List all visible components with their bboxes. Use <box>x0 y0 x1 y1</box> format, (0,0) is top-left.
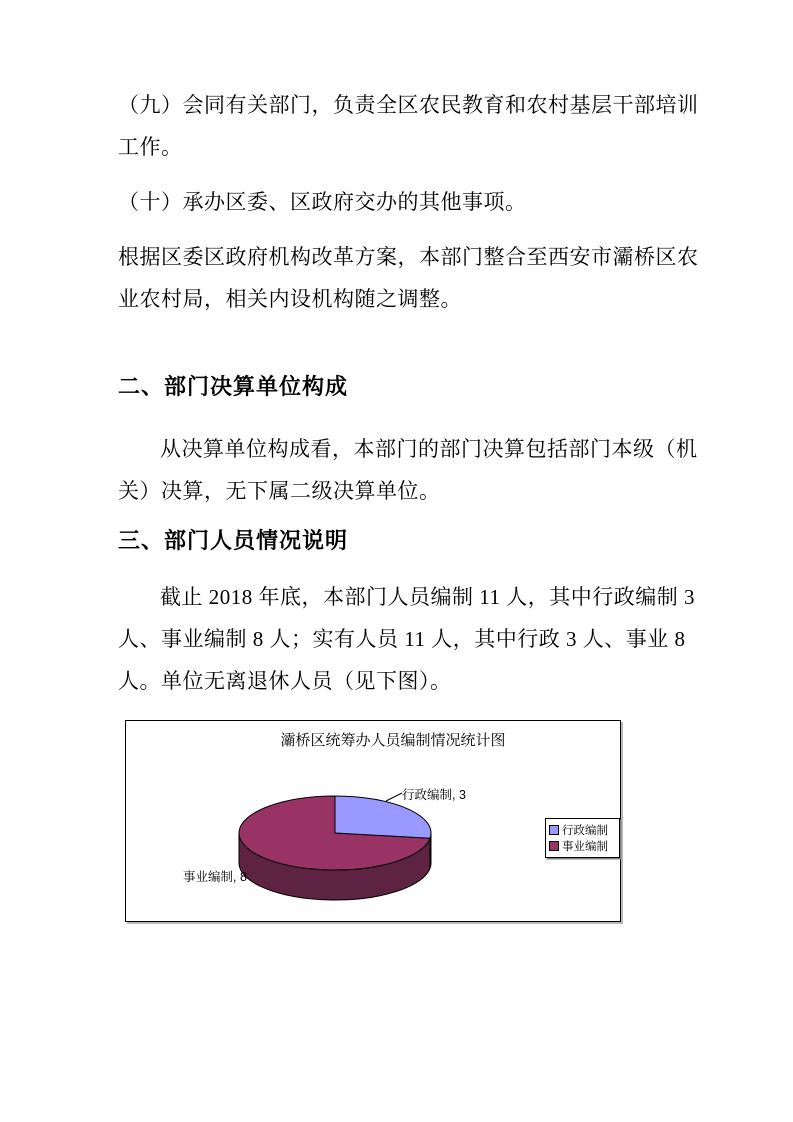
admin-label-leader-line <box>386 793 402 801</box>
section-heading-2: 二、部门决算单位构成 <box>118 374 349 399</box>
paragraph-units-line2: 关）决算，无下属二级决算单位。 <box>118 479 441 503</box>
chart-legend <box>545 818 620 858</box>
paragraph-units-line1: 从决算单位构成看，本部门的部门决算包括部门本级（机 <box>160 437 698 461</box>
pie-chart-frame <box>125 720 621 922</box>
section-heading-3: 三、部门人员情况说明 <box>118 528 349 553</box>
legend-swatch-admin-icon <box>549 825 559 835</box>
data-label-career: 事业编制, 8 <box>183 870 247 884</box>
paragraph-10-line1: （十）承办区委、区政府交办的其他事项。 <box>118 190 527 214</box>
legend-item-admin <box>549 822 616 838</box>
paragraph-9-line1: （九）会同有关部门，负责全区农民教育和农村基层干部培训 <box>118 93 699 117</box>
legend-label-career: 事业编制 <box>562 841 608 853</box>
paragraph-staff-line1: 截止 2018 年底，本部门人员编制 11 人，其中行政编制 3 <box>160 585 695 609</box>
data-label-admin: 行政编制, 3 <box>402 788 466 802</box>
paragraph-9-line2: 工作。 <box>118 135 183 159</box>
legend-item-career <box>549 838 616 854</box>
paragraph-staff-line2: 人、事业编制 8 人；实有人员 11 人，其中行政 3 人、事业 8 <box>118 627 686 651</box>
paragraph-reform-line2: 业农村局，相关内设机构随之调整。 <box>118 287 462 311</box>
paragraph-staff-line3: 人。单位无离退休人员（见下图）。 <box>118 669 452 693</box>
legend-label-admin: 行政编制 <box>562 825 608 837</box>
legend-swatch-career-icon <box>549 841 559 851</box>
chart-title: 灞桥区统筹办人员编制情况统计图 <box>280 732 506 749</box>
paragraph-reform-line1: 根据区委区政府机构改革方案，本部门整合至西安市灞桥区农 <box>118 245 699 269</box>
